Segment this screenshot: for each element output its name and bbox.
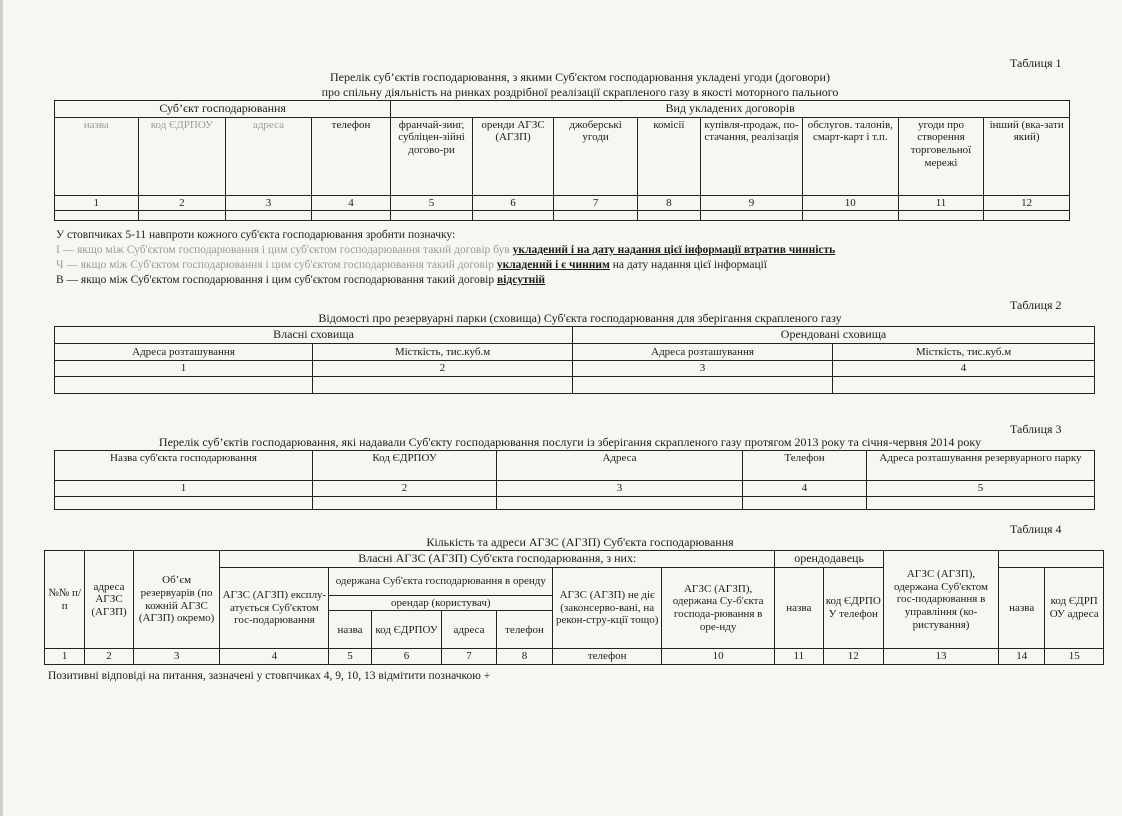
t2-group-rented: Орендовані сховища	[573, 327, 1095, 344]
t4-group-own: Власні АГЗС (АГЗП) Суб'єкта господарювання, з них:	[220, 551, 775, 568]
t3-num-5: 5	[867, 481, 1095, 497]
t4-col-renter-code: код ЄДРПОУ	[371, 611, 442, 649]
t4-col-num: №№ п/п	[45, 551, 85, 649]
t1-num-4: 4	[311, 195, 391, 211]
t3-empty-row	[55, 496, 1095, 509]
t4-num-12: 12	[823, 649, 884, 665]
t4-num-6: 6	[371, 649, 442, 665]
table3	[54, 450, 1095, 510]
scan-edge	[0, 0, 3, 816]
t1-num-7: 7	[554, 195, 638, 211]
t4-num-3: 3	[133, 649, 220, 665]
t4-group-management-blank	[999, 551, 1104, 568]
t1-num-3: 3	[226, 195, 312, 211]
t4-col-renter: орендар (користувач)	[329, 595, 553, 611]
t4-col-received: АГЗС (АГЗП), одержана Су-б'єкта господа-рювання в оре-нду	[662, 567, 775, 649]
t2-num-3: 3	[573, 361, 833, 377]
t1-num-9: 9	[701, 195, 803, 211]
t4-col-renter-phone: телефон	[496, 611, 552, 649]
t3-col-park-address: Адреса розташування резервуарного парку	[867, 451, 1095, 481]
t3-num-4: 4	[743, 481, 867, 497]
t4-col-lessor-code: код ЄДРПО У телефон	[823, 567, 884, 649]
t3-col-code: Код ЄДРПОУ	[313, 451, 497, 481]
t4-num-15: 15	[1045, 649, 1104, 665]
t2-col-own-capacity: Місткість, тис.куб.м	[313, 344, 573, 361]
t3-num-1: 1	[55, 481, 313, 497]
table4	[44, 550, 1104, 665]
t1-col-code: код ЄДРПОУ	[138, 117, 226, 195]
notes-line2-text: Ч — якщо між Суб'єктом господарювання і цим суб'єктом господарювання такий договір	[56, 259, 494, 271]
t4-col-exploited: АГЗС (АГЗП) експлу- атується Суб'єктом гос-подарювання	[220, 567, 329, 649]
t2-col-rented-address: Адреса розташування	[573, 344, 833, 361]
table3-title: Перелік суб’єктів господарювання, які надавали Суб'єкту господарювання послуги із зберігання скрапленого газу протягом 2013 року та січня-червня 2014 року	[158, 435, 982, 449]
notes-line3	[56, 273, 1076, 287]
t2-col-rented-capacity: Місткість, тис.куб.м	[833, 344, 1095, 361]
t1-group-subject: Суб’єкт господарювання	[55, 101, 391, 118]
notes-line3-emphasis: відсутній	[497, 274, 546, 286]
t1-empty-row	[55, 211, 1070, 221]
t4-num-5: 5	[329, 649, 371, 665]
t3-num-3: 3	[497, 481, 743, 497]
t1-col-phone: телефон	[311, 117, 391, 195]
notes-line2-emphasis: укладений і є чинним	[496, 259, 610, 271]
t3-col-phone: Телефон	[743, 451, 867, 481]
notes-line2-tail: на дату надання цієї інформації	[612, 259, 767, 271]
t1-num-1: 1	[55, 195, 139, 211]
t4-num-4: 4	[220, 649, 329, 665]
t1-num-6: 6	[472, 195, 554, 211]
t4-num-13: 13	[884, 649, 999, 665]
table1	[54, 100, 1070, 221]
notes-line1-emphasis: укладений і на дату надання цієї інформації втратив чинність	[512, 244, 836, 256]
t2-group-own: Власні сховища	[55, 327, 573, 344]
t4-col-mgmt-name: назва	[999, 567, 1045, 649]
t2-col-own-address: Адреса розташування	[55, 344, 313, 361]
t4-num-1: 1	[45, 649, 85, 665]
t1-num-11: 11	[898, 195, 984, 211]
notes-line1	[56, 243, 1076, 257]
notes-intro: У стовпчиках 5-11 навпроти кожного суб'єкта господарювання зробити позначку:	[56, 229, 456, 241]
t4-group-lessor: орендодавець	[775, 551, 884, 568]
t4-num-8: 8	[496, 649, 552, 665]
table2-label: Таблиця 2	[1010, 298, 1062, 312]
t4-num-2: 2	[85, 649, 133, 665]
t2-num-1: 1	[55, 361, 313, 377]
t4-num-9: телефон	[553, 649, 662, 665]
notes-line1-text: І — якщо між Суб'єктом господарювання і цим суб'єктом господарювання такий договір був	[56, 244, 510, 256]
table4-label: Таблиця 4	[1010, 522, 1062, 536]
t4-num-14: 14	[999, 649, 1045, 665]
table1-title-line1: Перелік суб’єктів господарювання, з якими Суб'єктом господарювання укладені угоди (договори)	[330, 70, 830, 84]
t1-num-10: 10	[802, 195, 898, 211]
notes-line3-text: В — якщо між Суб'єктом господарювання і цим суб'єктом господарювання такий договір	[56, 274, 495, 286]
t2-num-4: 4	[833, 361, 1095, 377]
t1-col-commission: комісії	[637, 117, 700, 195]
t2-num-2: 2	[313, 361, 573, 377]
t4-col-mgmt-code: код ЄДРП ОУ адреса	[1045, 567, 1104, 649]
t3-col-name: Назва суб'єкта господарювання	[55, 451, 313, 481]
t4-num-11: 11	[775, 649, 823, 665]
t1-col-lease: оренди АГЗС (АГЗП)	[472, 117, 554, 195]
t1-num-2: 2	[138, 195, 226, 211]
table4-footer-note: Позитивні відповіді на питання, зазначені у стовпчиках 4, 9, 10, 13 відмітити позначкою +	[48, 670, 491, 682]
t1-col-network: угоди про створення торговельної мережі	[898, 117, 984, 195]
t3-col-address: Адреса	[497, 451, 743, 481]
t4-col-renter-address: адреса	[442, 611, 496, 649]
t1-col-coupons: обслугов. талонів, смарт-карт і т.п.	[802, 117, 898, 195]
t1-col-franchise: франчай-зинг, субліцен-зійні догово-ри	[391, 117, 473, 195]
t4-num-10: 10	[662, 649, 775, 665]
t4-col-idle: АГЗС (АГЗП) не діє (законсерво-вані, на рекон-стру-кції тощо)	[553, 567, 662, 649]
t4-col-renter-name: назва	[329, 611, 371, 649]
table1-label: Таблиця 1	[1010, 56, 1062, 70]
t1-num-5: 5	[391, 195, 473, 211]
t4-col-rented-head: одержана Суб'єкта господарювання в оренду	[329, 567, 553, 595]
t1-col-name: назва	[55, 117, 139, 195]
t4-col-management: АГЗС (АГЗП), одержана Суб'єктом гос-подарювання в управління (ко-ристування)	[884, 551, 999, 649]
t2-empty-row	[55, 376, 1095, 393]
t4-num-7: 7	[442, 649, 496, 665]
table3-label: Таблиця 3	[1010, 422, 1062, 436]
t4-col-lessor-name: назва	[775, 567, 823, 649]
t1-col-address: адреса	[226, 117, 312, 195]
table2	[54, 326, 1095, 394]
notes-line2	[56, 258, 1076, 272]
table2-title: Відомості про резервуарні парки (сховища) Суб'єкта господарювання для зберігання скрапленого газу	[318, 311, 842, 325]
t1-col-other: інший (вка-зати який)	[984, 117, 1070, 195]
table4-title: Кількість та адреси АГЗС (АГЗП) Суб'єкта господарювання	[426, 535, 734, 549]
table1-title-line2: про спільну діяльність на ринках роздрібної реалізації скрапленого газу в якості моторного пального	[321, 85, 839, 99]
t4-col-volume: Об’єм резервуарів (по кожній АГЗС (АГЗП) окремо)	[133, 551, 220, 649]
t1-num-8: 8	[637, 195, 700, 211]
t3-num-2: 2	[313, 481, 497, 497]
t1-col-purchase: купівля-продаж, по-стачання, реалізація	[701, 117, 803, 195]
t1-col-jobber: джоберські угоди	[554, 117, 638, 195]
t1-group-contracts: Вид укладених договорів	[391, 101, 1070, 118]
t1-num-12: 12	[984, 195, 1070, 211]
t4-col-address: адреса АГЗС (АГЗП)	[85, 551, 133, 649]
